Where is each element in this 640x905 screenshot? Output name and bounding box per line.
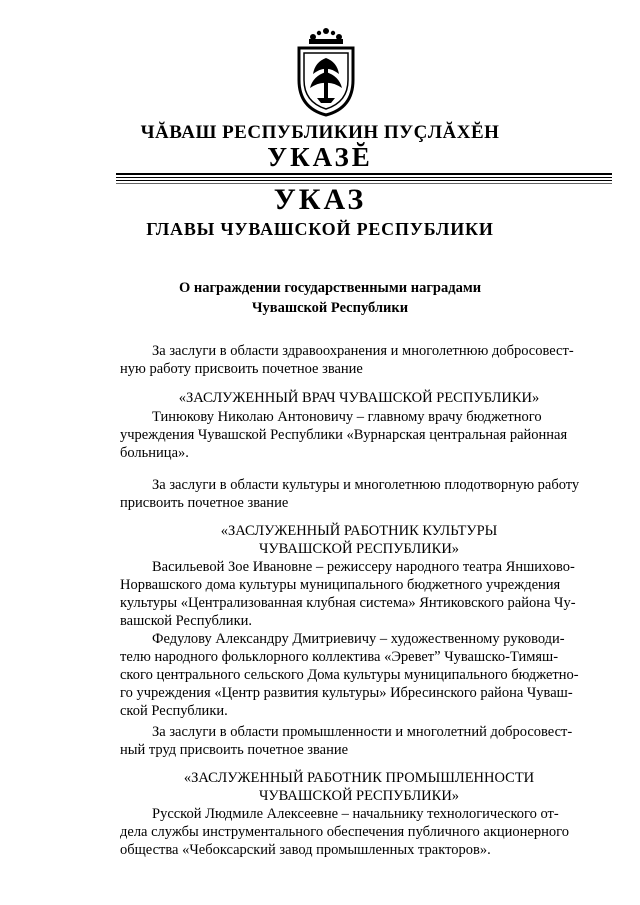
honorary-title: «ЗАСЛУЖЕННЫЙ РАБОТНИК КУЛЬТУРЫ [220,523,498,539]
paragraph-line: присвоить почетное звание [120,495,289,511]
honorary-title: «ЗАСЛУЖЕННЫЙ ВРАЧ ЧУВАШСКОЙ РЕСПУБЛИКИ» [178,390,540,406]
paragraph-line: Федулову Александру Дмитриевичу – художественному руководи- [152,631,565,647]
section-3-awardee [120,805,598,859]
section-2-awardee-2 [120,630,598,720]
chuvash-title-line2: УКАЗĔ [267,142,373,172]
paragraph-line: больница». [120,445,189,461]
section-3-intro [120,723,598,759]
header-divider [116,173,612,175]
paragraph-line: дела службы инструментального обеспечения публичного акционерного [120,824,569,840]
paragraph-line: вашской Республики. [120,613,253,629]
paragraph-line: За заслуги в области промышленности и многолетний добросовест- [152,724,573,740]
section-1-awardee [120,408,598,462]
paragraph-line: Тинюкову Николаю Антоновичу – главному врачу бюджетного [152,409,542,425]
paragraph-line: За заслуги в области здравоохранения и многолетнюю добросовест- [152,343,574,359]
section-2-awardee-1 [120,558,598,630]
subject-line: Чувашской Республики [251,300,409,316]
paragraph-line: Васильевой Зое Ивановне – режиссеру народного театра Яншихово- [152,559,575,575]
chuvash-emblem-icon [291,22,361,118]
russian-subtitle: ГЛАВЫ ЧУВАШСКОЙ РЕСПУБЛИКИ [146,219,494,239]
paragraph-line: культуры «Централизованная клубная система» Янтиковского района Чу- [120,595,576,611]
decree-subject [120,278,540,318]
paragraph-line: общества «Чебоксарский завод промышленных тракторов». [120,842,491,858]
honorary-title: ЧУВАШСКОЙ РЕСПУБЛИКИ» [258,541,460,557]
paragraph-line: учреждения Чувашской Республики «Вурнарская центральная районная [120,427,568,443]
paragraph-line: го учреждения «Центр развития культуры» Ибресинского района Чуваш- [120,685,573,701]
paragraph-line: ный труд присвоить почетное звание [120,742,349,758]
paragraph-line: Норвашского дома культуры муниципального бюджетного учреждения [120,577,561,593]
section-1-title [120,389,598,407]
paragraph-line: Русской Людмиле Алексеевне – начальнику технологического от- [152,806,559,822]
section-3-title [120,769,598,805]
honorary-title: «ЗАСЛУЖЕННЫЙ РАБОТНИК ПРОМЫШЛЕННОСТИ [183,770,535,786]
header-divider [116,177,612,178]
header-divider [116,180,612,181]
paragraph-line: ную работу присвоить почетное звание [120,361,363,377]
paragraph-line: За заслуги в области культуры и многолетнюю плодотворную работу [152,477,580,493]
paragraph-line: ской Республики. [120,703,228,719]
section-1-intro [120,342,598,378]
russian-title: УКАЗ [273,183,367,216]
chuvash-title-line1: ЧĂВАШ РЕСПУБЛИКИН ПУÇЛĂХĔН [140,122,500,143]
honorary-title: ЧУВАШСКОЙ РЕСПУБЛИКИ» [258,788,460,804]
section-2-title [120,522,598,558]
subject-line: О награждении государственными наградами [178,280,482,296]
section-2-intro [120,476,598,512]
paragraph-line: телю народного фольклорного коллектива «Эреветˮ Чувашско-Тимяш- [120,649,559,665]
paragraph-line: ского центрального сельского Дома культуры муниципального бюджетно- [120,667,579,683]
